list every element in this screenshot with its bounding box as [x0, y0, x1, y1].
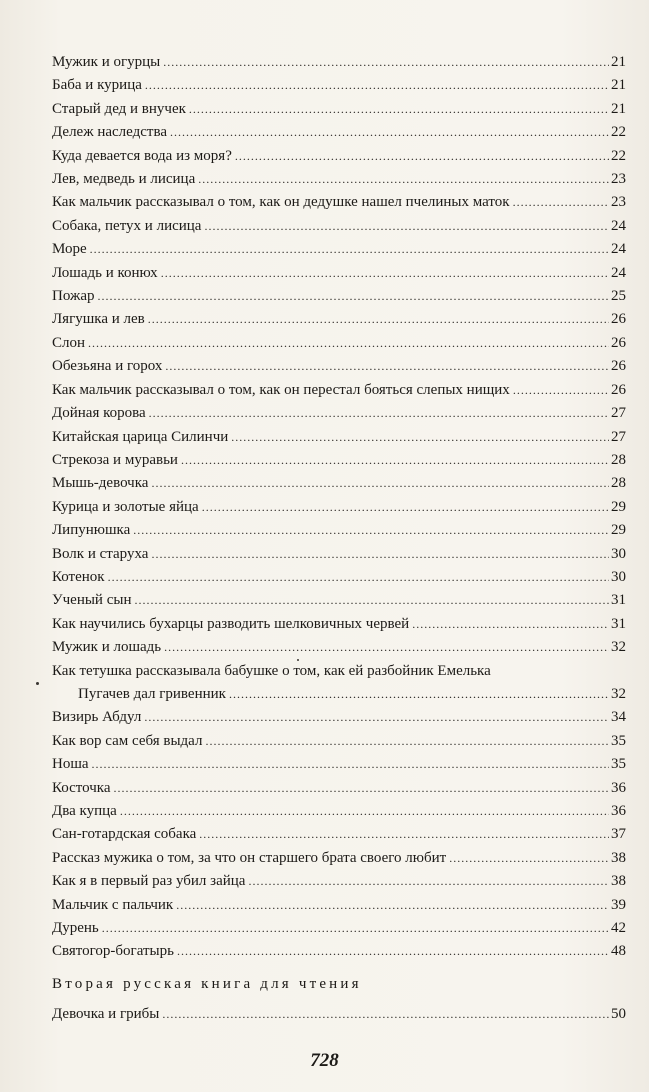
- toc-entry: [52, 191, 626, 214]
- toc-leader-dots: [144, 706, 609, 729]
- toc-entry: [52, 472, 626, 495]
- toc-leader-dots: [164, 636, 609, 659]
- toc-entry: [52, 894, 626, 917]
- toc-entry-page-number: 26: [611, 358, 626, 375]
- toc-leader-dots: [198, 168, 609, 191]
- toc-entry: [52, 145, 626, 168]
- toc-entry-page-number: 36: [611, 779, 626, 796]
- toc-entry-title: Стрекоза и муравьи: [52, 451, 178, 468]
- toc-entry-multiline: [52, 660, 626, 707]
- toc-leader-dots: [231, 426, 609, 449]
- print-speck: [297, 659, 299, 661]
- toc-entry: [52, 613, 626, 636]
- toc-entry-page-number: 24: [611, 264, 626, 281]
- toc-entry-title-line2-row: [52, 683, 626, 706]
- toc-entry-page-number: 21: [611, 54, 626, 70]
- toc-entry-title: Мужик и лошадь: [52, 639, 162, 656]
- toc-entries-group-3: [52, 1003, 626, 1026]
- toc-entry: [52, 262, 626, 285]
- toc-leader-dots: [248, 870, 609, 893]
- toc-leader-dots: [170, 121, 609, 144]
- toc-entry-page-number: 31: [611, 592, 626, 609]
- table-of-contents: [52, 51, 626, 1026]
- toc-leader-dots: [108, 566, 609, 589]
- toc-entry-page-number: 32: [611, 685, 626, 702]
- toc-entry-title: Ноша: [52, 756, 89, 773]
- toc-entry-title: Старый дед и внучек: [52, 100, 186, 117]
- page-number-folio: 728: [310, 1050, 339, 1071]
- toc-entry-page-number: 26: [611, 381, 626, 398]
- toc-entry-title: Китайская царица Силинчи: [52, 428, 229, 445]
- toc-entry: [52, 121, 626, 144]
- toc-leader-dots: [97, 285, 609, 308]
- toc-entry-page-number: 27: [611, 405, 626, 422]
- toc-entry: [52, 589, 626, 612]
- toc-entry-page-number: 28: [611, 451, 626, 468]
- toc-entry-page-number: 21: [611, 100, 626, 117]
- toc-entry-title: Лошадь и конюх: [52, 264, 158, 281]
- toc-entry-page-number: 30: [611, 568, 626, 585]
- toc-entry-page-number: 50: [611, 1005, 626, 1022]
- toc-leader-dots: [102, 917, 609, 940]
- toc-entry-title: Лягушка и лев: [52, 311, 145, 328]
- toc-entry-page-number: 21: [611, 77, 626, 94]
- toc-entry: [52, 51, 626, 74]
- toc-entry-page-number: 34: [611, 709, 626, 726]
- toc-leader-dots: [149, 402, 609, 425]
- toc-entries-group-2: [52, 706, 626, 963]
- toc-entry-page-number: 25: [611, 288, 626, 305]
- toc-entry-title: Мальчик с пальчик: [52, 896, 174, 913]
- toc-entry-title: Два купца: [52, 803, 117, 819]
- toc-leader-dots: [92, 753, 609, 776]
- toc-leader-dots: [151, 543, 609, 566]
- toc-leader-dots: [199, 823, 609, 846]
- toc-entry-title: Ученый сын: [52, 592, 132, 609]
- toc-entry-title: Слон: [52, 334, 86, 351]
- toc-entry: [52, 636, 626, 659]
- toc-entry-page-number: 42: [611, 920, 626, 937]
- toc-entry-page-number: 35: [611, 732, 626, 749]
- toc-entry-page-number: 35: [611, 756, 626, 773]
- toc-entry-title: Лев, медведь и лисица: [52, 171, 196, 188]
- section-heading: Вторая русская книга для чтения: [52, 975, 362, 992]
- toc-entry-page-number: 38: [611, 873, 626, 890]
- toc-leader-dots: [161, 262, 609, 285]
- toc-entry: [52, 800, 626, 823]
- toc-entry: [52, 823, 626, 846]
- toc-leader-dots: [513, 191, 609, 214]
- toc-leader-dots: [176, 894, 609, 917]
- toc-entry: [52, 98, 626, 121]
- toc-entry-page-number: 26: [611, 334, 626, 351]
- toc-entry-page-number: 26: [611, 311, 626, 328]
- toc-leader-dots: [189, 98, 609, 121]
- toc-leader-dots: [163, 51, 609, 74]
- toc-entries-group-1: [52, 51, 626, 660]
- toc-entry-page-number: 37: [611, 826, 626, 843]
- toc-entry: [52, 168, 626, 191]
- toc-leader-dots: [202, 496, 609, 519]
- toc-entry-page-number: 24: [611, 241, 626, 258]
- toc-entry-title: Косточка: [52, 779, 111, 796]
- toc-leader-dots: [449, 847, 609, 870]
- toc-entry-title-line1: Как тетушка рассказывала бабушке о том, как ей разбойник Емелька: [52, 662, 491, 679]
- toc-leader-dots: [181, 449, 609, 472]
- toc-entry-title: Куда девается вода из моря?: [52, 147, 232, 164]
- toc-entry: [52, 706, 626, 729]
- toc-entry-page-number: 39: [611, 896, 626, 913]
- toc-entry-title: Девочка и грибы: [52, 1005, 160, 1022]
- toc-entry-title: Святогор-богатырь: [52, 943, 174, 960]
- toc-leader-dots: [513, 379, 609, 402]
- toc-entry: [52, 519, 626, 542]
- toc-entry-title: Котенок: [52, 568, 105, 585]
- toc-entry: [52, 940, 626, 963]
- toc-entry-title: Волк и старуха: [52, 545, 149, 562]
- toc-leader-dots: [88, 332, 609, 355]
- toc-entry: [52, 449, 626, 472]
- toc-leader-dots: [120, 800, 609, 823]
- toc-entry-page-number: 24: [611, 217, 626, 234]
- toc-entry-title: Море: [52, 241, 87, 258]
- toc-entry: [52, 917, 626, 940]
- toc-entry: [52, 402, 626, 425]
- toc-leader-dots: [133, 519, 609, 542]
- toc-entry: [52, 238, 626, 261]
- toc-leader-dots: [177, 940, 609, 963]
- toc-entry: [52, 777, 626, 800]
- toc-entry-page-number: 23: [611, 171, 626, 188]
- toc-entry-page-number: 27: [611, 428, 626, 445]
- toc-entry-title: Дурень: [52, 920, 99, 937]
- toc-entry-title: Пожар: [52, 288, 95, 305]
- toc-entry-title: Собака, петух и лисица: [52, 217, 202, 234]
- toc-entry-title: Сан-готардская собака: [52, 826, 197, 843]
- toc-entry: [52, 566, 626, 589]
- toc-entry-page-number: 29: [611, 522, 626, 539]
- toc-entry-title: Мышь-девочка: [52, 475, 149, 492]
- toc-entry-title-line2: Пугачев дал гривенник: [78, 685, 226, 702]
- toc-entry: [52, 285, 626, 308]
- toc-entry-page-number: 28: [611, 475, 626, 492]
- toc-leader-dots: [134, 589, 609, 612]
- toc-entry-page-number: 48: [611, 943, 626, 960]
- toc-entry-title: Баба и курица: [52, 77, 142, 94]
- print-speck: [36, 682, 39, 685]
- toc-entry: [52, 496, 626, 519]
- toc-leader-dots: [162, 1003, 609, 1026]
- toc-entry-title: Как мальчик рассказывал о том, как он дедушке нашел пчелиных маток: [52, 194, 510, 211]
- toc-entry-title: Визирь Абдул: [52, 709, 142, 726]
- toc-entry: [52, 379, 626, 402]
- toc-entry-page-number: 29: [611, 498, 626, 515]
- toc-entry-title: Как мальчик рассказывал о том, как он перестал бояться слепых нищих: [52, 381, 510, 398]
- toc-entry-page-number: 36: [611, 803, 626, 819]
- toc-entry-title: Дойная корова: [52, 405, 146, 422]
- toc-entry-page-number: 30: [611, 545, 626, 562]
- toc-entry-page-number: 22: [611, 147, 626, 164]
- toc-entry-title: Как научились бухарцы разводить шелковичных червей: [52, 615, 410, 632]
- toc-entry-title: Мужик и огурцы: [52, 54, 161, 70]
- toc-entry: [52, 215, 626, 238]
- toc-entry-title: Липунюшка: [52, 522, 131, 539]
- toc-leader-dots: [148, 308, 609, 331]
- toc-leader-dots: [235, 145, 609, 168]
- toc-leader-dots: [151, 472, 609, 495]
- toc-entry-page-number: 23: [611, 194, 626, 211]
- toc-entry-title: Как я в первый раз убил зайца: [52, 873, 246, 890]
- toc-entry-page-number: 22: [611, 124, 626, 141]
- toc-entry: [52, 543, 626, 566]
- toc-entry-title: Курица и золотые яйца: [52, 498, 199, 515]
- toc-entry: [52, 332, 626, 355]
- toc-leader-dots: [90, 238, 609, 261]
- toc-leader-dots: [229, 683, 609, 706]
- toc-entry-page-number: 38: [611, 849, 626, 866]
- toc-leader-dots: [165, 355, 609, 378]
- toc-entry-title: Рассказ мужика о том, за что он старшего брата своего любит: [52, 849, 447, 866]
- toc-entry: [52, 730, 626, 753]
- toc-entry: [52, 847, 626, 870]
- toc-leader-dots: [204, 215, 609, 238]
- toc-entry: [52, 308, 626, 331]
- toc-entry-title: Обезьяна и горох: [52, 358, 163, 375]
- toc-entry: [52, 753, 626, 776]
- toc-entry: [52, 870, 626, 893]
- toc-leader-dots: [412, 613, 609, 636]
- toc-entry: [52, 1003, 626, 1026]
- toc-entry-page-number: 32: [611, 639, 626, 656]
- toc-entry-title: Как вор сам себя выдал: [52, 732, 203, 749]
- toc-entry-title: Дележ наследства: [52, 124, 168, 141]
- toc-entry-page-number: 31: [611, 615, 626, 632]
- toc-leader-dots: [205, 730, 609, 753]
- toc-entry: [52, 74, 626, 97]
- toc-entry: [52, 355, 626, 378]
- toc-leader-dots: [114, 777, 609, 800]
- toc-leader-dots: [145, 74, 609, 97]
- toc-entry: [52, 426, 626, 449]
